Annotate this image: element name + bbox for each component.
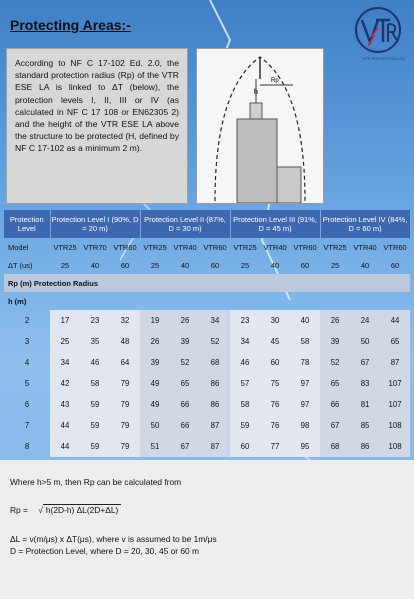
rp-value-cell: 34 xyxy=(230,331,260,352)
rp-prefix: Rp = xyxy=(10,505,28,515)
rp-value-cell: 17 xyxy=(50,310,80,331)
rp-value-cell: 67 xyxy=(350,352,380,373)
rp-value-cell: 97 xyxy=(290,373,320,394)
rp-value-cell: 23 xyxy=(230,310,260,331)
table-row xyxy=(4,373,410,394)
dt-cell: 60 xyxy=(120,260,130,270)
diagram-svg xyxy=(197,49,323,203)
rp-value-cell: 107 xyxy=(380,394,410,415)
h-value-cell: 4 xyxy=(24,358,30,367)
rp-value-cell: 23 xyxy=(80,310,110,331)
rp-value-cell: 98 xyxy=(290,415,320,436)
h-value-cell: 6 xyxy=(24,400,30,409)
table-row xyxy=(4,310,410,331)
h-value-cell: 7 xyxy=(24,421,30,430)
rp-value-cell: 76 xyxy=(260,394,290,415)
h-label: h xyxy=(254,89,258,96)
model-cell: VTR25 xyxy=(233,242,257,252)
rp-value-cell: 75 xyxy=(260,373,290,394)
rp-value-cell: 66 xyxy=(320,394,350,415)
sqrt-sign: √ h(2D-h) ΔL(2D+ΔL) xyxy=(38,504,121,515)
rp-value-cell: 77 xyxy=(260,436,290,457)
model-row xyxy=(4,238,410,256)
rp-value-cell: 79 xyxy=(110,415,140,436)
rp-value-cell: 48 xyxy=(110,331,140,352)
vtr-logo xyxy=(328,6,408,58)
dt-cell: 25 xyxy=(330,260,340,270)
rp-value-cell: 32 xyxy=(110,310,140,331)
rp-value-cell: 50 xyxy=(140,415,170,436)
rp-value-cell: 42 xyxy=(50,373,80,394)
h-row xyxy=(4,292,410,310)
rp-radicand: h(2D-h) ΔL(2D+ΔL) xyxy=(43,504,121,515)
rp-value-cell: 34 xyxy=(200,310,230,331)
rp-value-cell: 79 xyxy=(110,373,140,394)
intro-text: According to NF C 17-102 Ed. 2.0, the standard protection radius (Rp) of the VTR ESE LA is linked to ΔT (below), the protection levels I, II, III or IV (as calculated in NF C 17 108 or EN62305 2) and the height of the VTR ESE LA above the structure to be protected (H, defined by NF C 17-102 as a minimum 2 m). xyxy=(6,48,188,204)
logo-caption: VTR PROTECTION LTD xyxy=(363,57,405,61)
h-value-cell: 8 xyxy=(24,442,30,451)
header-level-1: Protection Level I (90%, D = 20 m) xyxy=(50,210,140,238)
model-cell: VTR60 xyxy=(113,242,137,252)
rp-value-cell: 97 xyxy=(290,394,320,415)
table-row xyxy=(4,394,410,415)
rp-value-cell: 81 xyxy=(350,394,380,415)
model-cell: VTR40 xyxy=(173,242,197,252)
h-value-cell: 2 xyxy=(24,316,30,325)
rp-label: Rp xyxy=(271,78,279,84)
rp-value-cell: 107 xyxy=(380,373,410,394)
rp-value-cell: 86 xyxy=(350,436,380,457)
rp-value-cell: 25 xyxy=(50,331,80,352)
h-value-cell: 5 xyxy=(24,379,30,388)
rp-value-cell: 26 xyxy=(140,331,170,352)
protection-table xyxy=(4,210,410,457)
model-cell: VTR60 xyxy=(383,242,407,252)
h-value-cell: 3 xyxy=(24,337,30,346)
header-level-3: Protection Level III (91%, D = 45 m) xyxy=(230,210,320,238)
rp-value-cell: 85 xyxy=(350,415,380,436)
rp-value-cell: 87 xyxy=(200,436,230,457)
rp-value-cell: 46 xyxy=(80,352,110,373)
rp-value-cell: 59 xyxy=(80,415,110,436)
rp-value-cell: 60 xyxy=(230,436,260,457)
dt-label: ΔT (us) xyxy=(8,260,33,270)
header-level-4: Protection Level IV (84%, D = 60 m) xyxy=(320,210,410,238)
model-cell: VTR25 xyxy=(323,242,347,252)
h-column-label: h (m) xyxy=(8,296,27,306)
rp-value-cell: 66 xyxy=(170,415,200,436)
rp-value-cell: 65 xyxy=(170,373,200,394)
section-label: Rp (m) Protection Radius xyxy=(8,278,99,288)
dt-cell: 25 xyxy=(60,260,70,270)
table-row xyxy=(4,352,410,373)
dt-cell: 40 xyxy=(180,260,190,270)
model-cell: VTR60 xyxy=(293,242,317,252)
rp-value-cell: 68 xyxy=(320,436,350,457)
rp-value-cell: 52 xyxy=(170,352,200,373)
model-cell: VTR40 xyxy=(353,242,377,252)
rp-value-cell: 26 xyxy=(320,310,350,331)
rp-value-cell: 39 xyxy=(140,352,170,373)
table-header-row xyxy=(4,210,410,238)
rp-value-cell: 57 xyxy=(230,373,260,394)
rp-formula xyxy=(10,504,121,515)
model-cell: VTR25 xyxy=(143,242,167,252)
header-level-2: Protection Level II (87%, D = 30 m) xyxy=(140,210,230,238)
table-row xyxy=(4,436,410,457)
rp-value-cell: 60 xyxy=(260,352,290,373)
rp-value-cell: 45 xyxy=(260,331,290,352)
rp-value-cell: 50 xyxy=(350,331,380,352)
rp-value-cell: 66 xyxy=(170,394,200,415)
dt-cell: 40 xyxy=(360,260,370,270)
rp-table xyxy=(4,210,411,457)
rp-value-cell: 87 xyxy=(380,352,410,373)
rp-value-cell: 44 xyxy=(50,436,80,457)
rp-value-cell: 26 xyxy=(170,310,200,331)
page-title: Protecting Areas:- xyxy=(10,17,131,33)
rp-value-cell: 19 xyxy=(140,310,170,331)
rp-value-cell: 24 xyxy=(350,310,380,331)
model-cell: VTR60 xyxy=(203,242,227,252)
rp-value-cell: 49 xyxy=(140,373,170,394)
rp-value-cell: 35 xyxy=(80,331,110,352)
rp-value-cell: 64 xyxy=(110,352,140,373)
rp-value-cell: 51 xyxy=(140,436,170,457)
rp-value-cell: 108 xyxy=(380,415,410,436)
rp-value-cell: 95 xyxy=(290,436,320,457)
formula-section xyxy=(0,460,414,599)
model-label: Model xyxy=(8,242,29,252)
rp-value-cell: 65 xyxy=(320,373,350,394)
rp-value-cell: 76 xyxy=(260,415,290,436)
rp-value-cell: 44 xyxy=(380,310,410,331)
rp-value-cell: 83 xyxy=(350,373,380,394)
rp-value-cell: 40 xyxy=(290,310,320,331)
rp-value-cell: 49 xyxy=(140,394,170,415)
rp-value-cell: 59 xyxy=(230,415,260,436)
rp-value-cell: 86 xyxy=(200,373,230,394)
rp-value-cell: 79 xyxy=(110,394,140,415)
model-cell: VTR70 xyxy=(83,242,107,252)
table-row xyxy=(4,331,410,352)
rp-value-cell: 43 xyxy=(50,394,80,415)
dt-cell: 25 xyxy=(150,260,160,270)
rp-value-cell: 59 xyxy=(80,394,110,415)
protection-diagram xyxy=(196,48,324,204)
rp-value-cell: 52 xyxy=(200,331,230,352)
rp-value-cell: 34 xyxy=(50,352,80,373)
rp-value-cell: 58 xyxy=(230,394,260,415)
rp-value-cell: 79 xyxy=(110,436,140,457)
rp-value-cell: 44 xyxy=(50,415,80,436)
dt-cell: 40 xyxy=(90,260,100,270)
rp-value-cell: 39 xyxy=(320,331,350,352)
rp-value-cell: 108 xyxy=(380,436,410,457)
header-protection-level: Protection Level xyxy=(4,210,50,238)
dt-cell: 25 xyxy=(240,260,250,270)
dt-cell: 60 xyxy=(210,260,220,270)
rp-value-cell: 87 xyxy=(200,415,230,436)
formula-intro: Where h>5 m, then Rp can be calculated from xyxy=(10,477,182,487)
rp-value-cell: 86 xyxy=(200,394,230,415)
rp-value-cell: 46 xyxy=(230,352,260,373)
dt-cell: 60 xyxy=(390,260,400,270)
delta-l-definition: ΔL = v(m/μs) x ΔT(μs), where v is assumed to be 1m/μs xyxy=(10,534,217,544)
model-cell: VTR25 xyxy=(53,242,77,252)
rp-value-cell: 58 xyxy=(290,331,320,352)
dt-cell: 40 xyxy=(270,260,280,270)
table-row xyxy=(4,415,410,436)
section-row xyxy=(4,274,410,292)
model-cell: VTR40 xyxy=(263,242,287,252)
d-definition: D = Protection Level, where D = 20, 30, 45 or 60 m xyxy=(10,546,200,556)
rp-value-cell: 58 xyxy=(80,373,110,394)
rp-value-cell: 59 xyxy=(80,436,110,457)
rp-value-cell: 39 xyxy=(170,331,200,352)
rp-value-cell: 30 xyxy=(260,310,290,331)
rp-value-cell: 52 xyxy=(320,352,350,373)
rp-value-cell: 67 xyxy=(320,415,350,436)
rp-value-cell: 68 xyxy=(200,352,230,373)
rp-value-cell: 67 xyxy=(170,436,200,457)
rp-value-cell: 78 xyxy=(290,352,320,373)
dt-cell: 60 xyxy=(300,260,310,270)
dt-row xyxy=(4,256,410,274)
rp-value-cell: 65 xyxy=(380,331,410,352)
